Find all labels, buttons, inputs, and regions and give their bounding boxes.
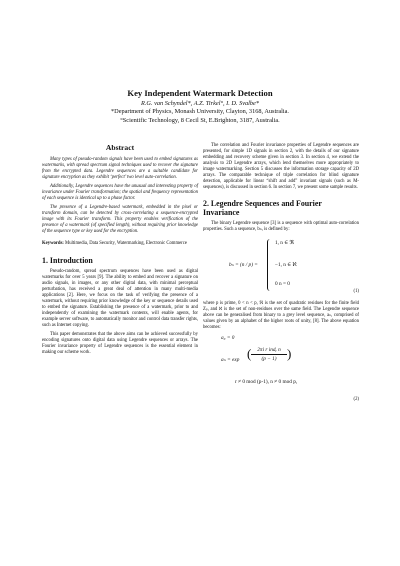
abstract-paragraph-1: Many types of pseudo-random signals have been used to embed signatures as watermarks, with spread spectrum signal techniques used to recover the signature from the encrypted data. Legendre sequences are a suitable candidate for signature encryption as they exhibit ‘perfect’ two level auto-correlation. [42, 157, 198, 180]
equation-1-case-2: −1, n ∈ ℵ [275, 262, 297, 268]
equation-1 [203, 237, 359, 295]
equation-2-number: (2) [353, 397, 359, 402]
keywords [42, 241, 198, 247]
author-block [0, 100, 400, 125]
right-column [203, 143, 359, 411]
equation-2-line-1: a₀ = 0 [221, 335, 235, 341]
section-heading-legendre: 2. Legendre Sequences and Fourier Invariance [203, 199, 322, 217]
equation-2-fraction [251, 347, 287, 362]
legendre-paragraph-1: The binary Legendre sequence [3] is a sequence with optimal auto-correlation properties. Such a sequence, bₙ, is defined by: [203, 221, 359, 232]
equation-2-line-2: aₙ = exp [221, 357, 240, 363]
overview-paragraph: The correlation and Fourier invariance properties of Legendre sequences are presented, for simple 1D signals in section 2, with the details of our signature embedding and recovery scheme given in section 3. In section 4, we extend the analysis to 2D Legendre arrays, which lend themselves more appropriately to image watermarking. Section 5 discusses the information storage capacity of 2D arrays. The comparable technique of triple correlation for blind signature detection, applicable for linear “shift and add” invariant signals (such as M-sequences), is discussed in section 6. In section 7, we present some sample results. [203, 143, 359, 190]
left-column [42, 143, 198, 359]
equation-2-numerator: 2πi r indᵧ n [251, 347, 287, 355]
abstract-paragraph-3: The presence of a Legendre-based watermark, embedded in the pixel or transform domain, can be detected by cross-correlating a sequence-encrypted image with its Fourier transform. This property enables verification of the presence of a watermark (of specified length), without requiring prior knowledge of the sequence type or key used for the encryption. [42, 205, 198, 234]
intro-paragraph-2: This paper demonstrates that the above aims can be achieved successfully by encoding signatures onto digital data using Legendre sequences or arrays. The Fourier invariance property of Legendre sequences is the essential element in making our scheme work. [42, 332, 198, 355]
intro-paragraph-1: Pseudo-random, spread spectrum sequences have been used as digital watermarks for over 5 years [9]. The ability to embed and recover a signature on audio signals, in images, or any other digital data, with minimal perceptual perturbation, has received a great deal of attention in many multi-media applications [2]. Here, we focus on the task of verifying the presence of a watermark, without requiring prior knowledge of the key or sequence details used to embed the signature. Establishing the presence of a watermark, prior to and independently of examining the watermark contents, will enable agents, for example server software, to automatically monitor and control data transfer rights, such as Internet copying. [42, 269, 198, 328]
affiliation-2: °Scientific Technology, 8 Cecil St, E.Brighton, 3187, Australia. [120, 116, 280, 124]
paper-title: Key Independent Watermark Detection [127, 88, 273, 98]
keywords-label: Keywords: [42, 241, 64, 246]
equation-1-number: (1) [353, 289, 359, 294]
equation-1-case-3: 0 n = 0 [275, 281, 290, 287]
author-names: R.G. van Schyndel*, A.Z. Tirkel°, I. D. Svalbe* [141, 100, 259, 107]
equation-2-right-paren: ) [287, 346, 292, 361]
equation-2-condition: r ≠ 0 mod (p-1), n ≠ 0 mod p, [235, 379, 298, 385]
affiliation-1: *Department of Physics, Monash University, Clayton, 3168, Australia. [111, 108, 289, 116]
keywords-text: Multimedia, Data Security, Watermarking, Electronic Commerce [65, 241, 187, 246]
equation-2-denominator: (p − 1) [261, 356, 277, 363]
equation-1-lhs: bₙ = (n / p) = [229, 262, 258, 268]
abstract-paragraph-2: Additionally, Legendre sequences have the unusual and interesting property of invariance under Fourier transformation; the spatial and frequency representation of each sequence is identical up to a phase factor. [42, 184, 198, 201]
section-heading-introduction: 1. Introduction [42, 256, 93, 265]
equation-2-left-paren: ( [247, 346, 252, 361]
equation-1-case-1: 1, n ∈ ℜ [275, 240, 294, 246]
legendre-paragraph-2: where p is prime, 0 < n < p, ℜ is the set of quadratic residues for the finite field Zₚ, and ℵ is the set of non-residues over the same field. The Legendre sequence above can be generalised from binary to a grey level sequence, aₙ, comprised of values given by an alphabet of the higher roots of unity, [8]. The above equation becomes: [203, 301, 359, 330]
equation-1-brace [267, 239, 272, 291]
abstract-heading: Abstract [105, 143, 135, 152]
equation-2 [203, 335, 359, 405]
